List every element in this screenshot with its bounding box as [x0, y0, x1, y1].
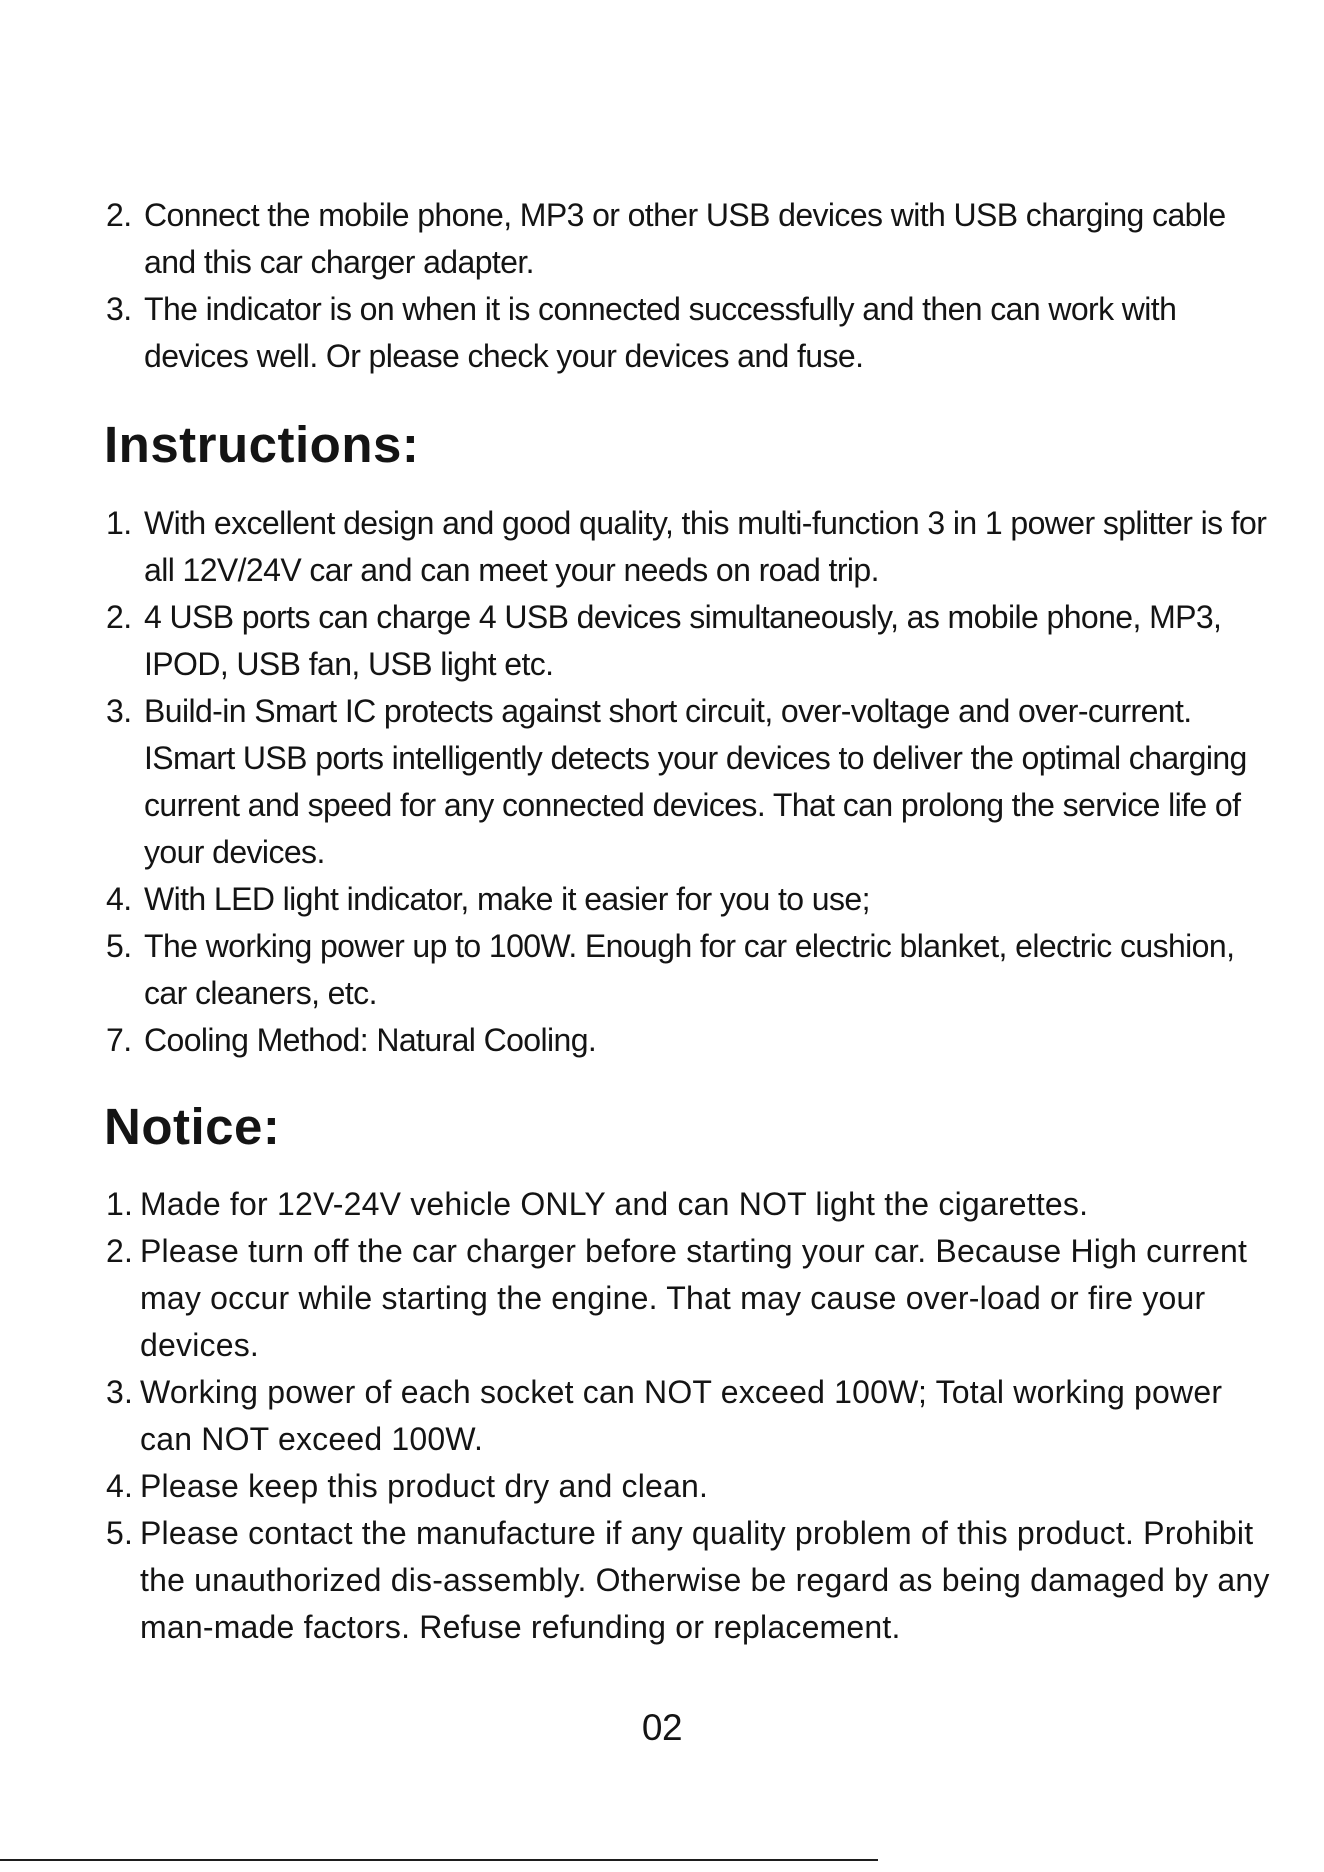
item-number: 4. [106, 881, 132, 917]
item-text: 4 USB ports can charge 4 USB devices simultaneously, as mobile phone, MP3, IPOD, USB fan, USB light etc. [144, 599, 1222, 682]
item-number: 3. [106, 1374, 134, 1410]
item-number: 1. [106, 505, 132, 541]
list-item [106, 192, 1276, 286]
item-text: The working power up to 100W. Enough for car electric blanket, electric cushion, car cleaners, etc. [144, 928, 1235, 1011]
instructions-list [106, 500, 1276, 1064]
bottom-rule [0, 1859, 878, 1861]
item-number: 2. [106, 599, 132, 635]
item-text: The indicator is on when it is connected successfully and then can work with devices well. Or please check your devices and fuse. [144, 291, 1177, 374]
item-number: 2. [106, 1233, 134, 1269]
list-item [106, 1228, 1276, 1369]
list-item [106, 1463, 1276, 1510]
item-text: Connect the mobile phone, MP3 or other USB devices with USB charging cable and this car charger adapter. [144, 197, 1226, 280]
item-number: 5. [106, 1515, 134, 1551]
list-item [106, 1510, 1276, 1651]
item-number: 5. [106, 928, 132, 964]
item-number: 3. [106, 291, 132, 327]
item-text: Please keep this product dry and clean. [140, 1468, 709, 1504]
list-item [106, 1369, 1276, 1463]
list-item [106, 286, 1276, 380]
instructions-heading: Instructions: [104, 416, 420, 473]
item-text: Cooling Method: Natural Cooling. [144, 1022, 597, 1058]
item-text: Made for 12V-24V vehicle ONLY and can NOT light the cigarettes. [140, 1186, 1089, 1222]
continued-list [106, 192, 1276, 380]
page-number: 02 [641, 1707, 683, 1748]
item-text: Build-in Smart IC protects against short circuit, over-voltage and over-current. ISmart USB ports intelligently detects your devices to deliver the optimal charging current and speed for any connected devices. That can prolong the service life of your devices. [144, 693, 1247, 870]
item-text: Please turn off the car charger before starting your car. Because High current may occur while starting the engine. That may cause over-load or fire your devices. [140, 1233, 1248, 1363]
notice-heading: Notice: [104, 1098, 281, 1155]
item-number: 4. [106, 1468, 134, 1504]
list-item [106, 876, 1276, 923]
item-text: Working power of each socket can NOT exceed 100W; Total working power can NOT exceed 100W. [140, 1374, 1223, 1457]
list-item [106, 688, 1276, 876]
item-text: Please contact the manufacture if any quality problem of this product. Prohibit the unauthorized dis-assembly. Otherwise be regard as being damaged by any man-made factors. Refuse refunding or replacement. [140, 1515, 1270, 1645]
item-number: 7. [106, 1022, 132, 1058]
item-text: With excellent design and good quality, this multi-function 3 in 1 power splitter is for all 12V/24V car and can meet your needs on road trip. [144, 505, 1267, 588]
list-item [106, 1181, 1276, 1228]
item-number: 3. [106, 693, 132, 729]
list-item [106, 923, 1276, 1017]
list-item [106, 1017, 1276, 1064]
notice-list [106, 1181, 1276, 1651]
list-item [106, 594, 1276, 688]
list-item [106, 500, 1276, 594]
item-text: With LED light indicator, make it easier for you to use; [144, 881, 870, 917]
item-number: 1. [106, 1186, 134, 1222]
item-number: 2. [106, 197, 132, 233]
